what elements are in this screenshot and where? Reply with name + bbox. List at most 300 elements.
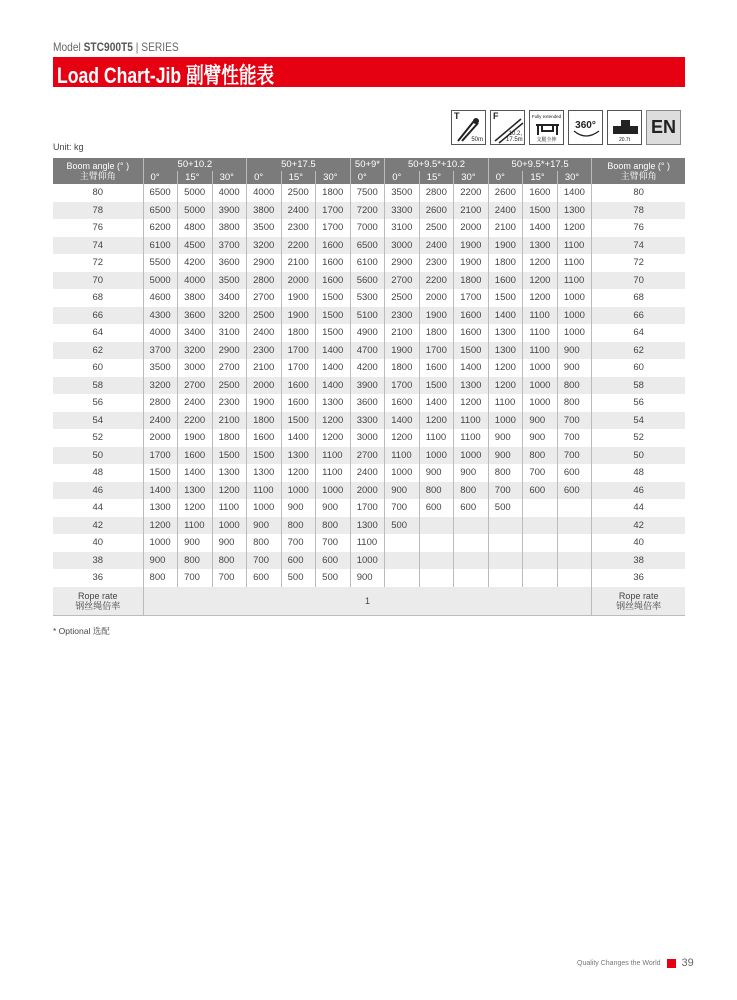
- boom-angle-cell: 46: [53, 482, 143, 500]
- load-cell: 2400: [281, 202, 316, 220]
- footer: [577, 957, 694, 969]
- load-cell: 4700: [350, 342, 385, 360]
- load-cell: 1000: [488, 412, 523, 430]
- angle-subheader: 30°: [557, 171, 592, 184]
- load-cell: 1700: [385, 377, 420, 395]
- load-cell: 1400: [523, 219, 558, 237]
- load-cell: 1200: [385, 429, 420, 447]
- load-cell: 2900: [212, 342, 247, 360]
- boom-angle-header-right: [592, 158, 685, 184]
- load-cell: 600: [523, 482, 558, 500]
- load-cell: 1100: [488, 394, 523, 412]
- model-name: STC900T5: [83, 40, 133, 54]
- load-cell: 4800: [178, 219, 213, 237]
- load-cell: 600: [419, 499, 454, 517]
- load-cell: 2500: [281, 184, 316, 202]
- boom-angle-cell-right: 50: [592, 447, 685, 465]
- load-cell: 5000: [178, 202, 213, 220]
- language-badge: EN: [646, 110, 681, 145]
- load-cell: 500: [488, 499, 523, 517]
- load-cell: 6200: [143, 219, 178, 237]
- load-cell: 3400: [212, 289, 247, 307]
- load-cell: 600: [316, 552, 351, 570]
- boom-angle-cell-right: 72: [592, 254, 685, 272]
- load-cell: 1600: [316, 237, 351, 255]
- load-cell: 1000: [281, 482, 316, 500]
- load-cell: 6500: [350, 237, 385, 255]
- group-header-row: [53, 158, 685, 171]
- table-row: [53, 272, 685, 290]
- load-cell: 1800: [281, 324, 316, 342]
- load-cell: 1600: [316, 254, 351, 272]
- load-cell: 1300: [350, 517, 385, 535]
- boom-angle-cell-right: 70: [592, 272, 685, 290]
- table-row: [53, 359, 685, 377]
- load-cell: 3000: [178, 359, 213, 377]
- load-cell: 4600: [143, 289, 178, 307]
- load-cell: 800: [557, 394, 592, 412]
- table-row: [53, 517, 685, 535]
- table-row: [53, 184, 685, 202]
- load-cell: [523, 534, 558, 552]
- boom-angle-cell: 78: [53, 202, 143, 220]
- angle-subheader: 30°: [316, 171, 351, 184]
- load-cell: 1100: [557, 254, 592, 272]
- load-cell: 1600: [419, 359, 454, 377]
- load-cell: 1200: [488, 377, 523, 395]
- load-cell: 1300: [247, 464, 282, 482]
- load-cell: 700: [557, 447, 592, 465]
- table-row: [53, 429, 685, 447]
- table-row: [53, 237, 685, 255]
- load-cell: 1200: [454, 394, 489, 412]
- load-cell: 2100: [281, 254, 316, 272]
- boom-angle-cell: 54: [53, 412, 143, 430]
- load-cell: 1600: [385, 394, 420, 412]
- model-label: Model: [53, 40, 81, 54]
- table-row: [53, 464, 685, 482]
- load-cell: 1400: [316, 377, 351, 395]
- load-cell: 1800: [247, 412, 282, 430]
- load-cell: 2300: [212, 394, 247, 412]
- load-cell: 1200: [178, 499, 213, 517]
- spec-icons: [451, 110, 681, 145]
- boom-angle-cell: 48: [92, 467, 104, 479]
- load-cell: 1700: [350, 499, 385, 517]
- load-cell: 1500: [419, 377, 454, 395]
- tower-boom-icon: [451, 110, 486, 145]
- load-cell: 3200: [212, 307, 247, 325]
- load-cell: 1100: [350, 534, 385, 552]
- load-cell: 900: [488, 429, 523, 447]
- load-cell: 2400: [247, 324, 282, 342]
- load-cell: 1300: [281, 447, 316, 465]
- icon-label: Fully extended: [531, 114, 562, 119]
- rope-rate-value: 1: [143, 587, 592, 616]
- angle-subheader: 0°: [385, 171, 420, 184]
- load-cell: 4000: [178, 272, 213, 290]
- load-cell: 2500: [212, 377, 247, 395]
- load-cell: 900: [350, 569, 385, 587]
- load-cell: 1700: [316, 219, 351, 237]
- load-cell: 1400: [316, 359, 351, 377]
- load-cell: 6500: [143, 184, 178, 202]
- load-cell: [523, 569, 558, 587]
- load-cell: 2400: [419, 237, 454, 255]
- angle-header-cn: 主臂仰角: [79, 171, 116, 181]
- load-cell: 800: [523, 447, 558, 465]
- load-cell: 2100: [454, 202, 489, 220]
- load-cell: 2400: [488, 202, 523, 220]
- load-cell: 2900: [385, 254, 420, 272]
- outrigger-icon: [529, 110, 564, 145]
- group-header: 50+9*: [350, 158, 385, 171]
- page-number: 39: [681, 957, 694, 969]
- load-cell: 4000: [143, 324, 178, 342]
- load-cell: 5000: [178, 184, 213, 202]
- boom-angle-cell: 70: [53, 272, 143, 290]
- load-cell: 800: [143, 569, 178, 587]
- boom-angle-cell-right: 46: [592, 482, 685, 500]
- load-cell: 2100: [488, 219, 523, 237]
- load-cell: 1600: [316, 272, 351, 290]
- load-cell: 7500: [350, 184, 385, 202]
- boom-angle-cell: 36: [92, 572, 104, 584]
- load-cell: 2300: [281, 219, 316, 237]
- load-cell: [488, 569, 523, 587]
- load-cell: 3500: [385, 184, 420, 202]
- load-cell: 2400: [350, 464, 385, 482]
- load-cell: 2000: [419, 289, 454, 307]
- angle-subheader: 15°: [523, 171, 558, 184]
- load-cell: [557, 534, 592, 552]
- icon-value: 支腿全伸: [536, 137, 557, 143]
- rope-rate-label: Rope rate: [78, 590, 118, 601]
- load-cell: 2800: [247, 272, 282, 290]
- load-cell: 3100: [385, 219, 420, 237]
- load-cell: [385, 569, 420, 587]
- load-cell: 1500: [143, 464, 178, 482]
- load-cell: 4000: [212, 184, 247, 202]
- model-line: [53, 40, 179, 54]
- load-cell: 1300: [488, 342, 523, 360]
- load-cell: 1500: [316, 307, 351, 325]
- jib-icon: [490, 110, 525, 145]
- load-cell: 2500: [385, 289, 420, 307]
- load-cell: 1000: [523, 359, 558, 377]
- load-cell: 1200: [523, 272, 558, 290]
- load-cell: 2000: [350, 482, 385, 500]
- load-cell: 3800: [178, 289, 213, 307]
- load-cell: 1900: [178, 429, 213, 447]
- icon-value: 10.2, 17.5m: [506, 131, 523, 143]
- load-cell: 800: [419, 482, 454, 500]
- boom-angle-cell-right: 56: [592, 394, 685, 412]
- rope-rate-row: [53, 587, 685, 616]
- title-bar: [53, 57, 685, 87]
- load-cell: 3900: [212, 202, 247, 220]
- load-cell: 500: [316, 569, 351, 587]
- load-cell: 1900: [281, 307, 316, 325]
- load-cell: 1800: [488, 254, 523, 272]
- angle-header-cn: 主臂仰角: [620, 171, 657, 181]
- load-cell: 1100: [523, 307, 558, 325]
- load-cell: 6100: [143, 237, 178, 255]
- load-cell: 2400: [178, 394, 213, 412]
- load-cell: 2200: [178, 412, 213, 430]
- load-cell: [454, 517, 489, 535]
- load-cell: 700: [316, 534, 351, 552]
- load-cell: 4900: [350, 324, 385, 342]
- load-cell: 4200: [178, 254, 213, 272]
- counterweight-icon: [607, 110, 642, 145]
- load-cell: 2800: [143, 394, 178, 412]
- load-cell: 800: [488, 464, 523, 482]
- load-cell: 2300: [247, 342, 282, 360]
- load-cell: 1900: [385, 342, 420, 360]
- load-cell: [557, 517, 592, 535]
- boom-angle-cell: 80: [92, 187, 104, 199]
- load-cell: 1100: [316, 447, 351, 465]
- boom-angle-cell-right: 64: [592, 324, 685, 342]
- boom-angle-cell-right: 54: [592, 412, 685, 430]
- group-header: 50+10.2: [143, 158, 247, 171]
- load-cell: 1400: [143, 482, 178, 500]
- load-cell: 1900: [247, 394, 282, 412]
- load-cell: 1000: [143, 534, 178, 552]
- angle-subheader: 0°: [247, 171, 282, 184]
- load-cell: 4200: [350, 359, 385, 377]
- load-cell: 6500: [143, 202, 178, 220]
- load-cell: 500: [281, 569, 316, 587]
- load-cell: 600: [557, 482, 592, 500]
- load-cell: 1200: [316, 429, 351, 447]
- load-cell: 1000: [557, 307, 592, 325]
- rope-rate-label: Rope rate: [618, 590, 659, 601]
- load-cell: 1000: [523, 394, 558, 412]
- load-cell: 1200: [212, 482, 247, 500]
- boom-angle-cell: 76: [92, 222, 104, 234]
- angle-subheader: 0°: [143, 171, 178, 184]
- icon-value: 20.7t: [618, 137, 631, 143]
- load-cell: [488, 517, 523, 535]
- load-cell: 1400: [557, 184, 592, 202]
- load-cell: 1300: [557, 202, 592, 220]
- table-row: [53, 219, 685, 237]
- load-cell: 700: [212, 569, 247, 587]
- load-cell: 900: [143, 552, 178, 570]
- load-cell: 600: [557, 464, 592, 482]
- table-row: [53, 254, 685, 272]
- brand-square-icon: [667, 959, 676, 968]
- load-cell: 3500: [143, 359, 178, 377]
- load-cell: 3200: [247, 237, 282, 255]
- load-cell: 1500: [247, 447, 282, 465]
- load-cell: 2700: [350, 447, 385, 465]
- load-cell: 1300: [143, 499, 178, 517]
- load-cell: 2700: [178, 377, 213, 395]
- load-cell: 1900: [488, 237, 523, 255]
- rotation-icon: [568, 110, 603, 145]
- boom-angle-cell-right: 80: [592, 184, 685, 202]
- load-cell: 800: [178, 552, 213, 570]
- sub-header-row: [53, 171, 685, 184]
- load-cell: 1600: [454, 324, 489, 342]
- load-cell: 2700: [385, 272, 420, 290]
- load-cell: 1100: [385, 447, 420, 465]
- rope-rate-cell-right: [592, 587, 685, 616]
- load-cell: 1000: [350, 552, 385, 570]
- load-cell: 800: [212, 552, 247, 570]
- load-cell: 900: [247, 517, 282, 535]
- load-cell: [454, 534, 489, 552]
- load-cell: [454, 569, 489, 587]
- angle-header: Boom angle (° ): [607, 161, 670, 171]
- boom-angle-cell-right: 44: [592, 499, 685, 517]
- load-cell: 1300: [316, 394, 351, 412]
- load-cell: 700: [247, 552, 282, 570]
- table-row: [53, 342, 685, 360]
- load-cell: 2000: [143, 429, 178, 447]
- table-row: [53, 289, 685, 307]
- load-cell: 3000: [385, 237, 420, 255]
- angle-subheader: 30°: [212, 171, 247, 184]
- load-cell: 1100: [316, 464, 351, 482]
- table-row: [53, 534, 685, 552]
- load-cell: 1200: [523, 254, 558, 272]
- load-cell: 900: [316, 499, 351, 517]
- load-cell: 5600: [350, 272, 385, 290]
- boom-angle-cell: 42: [53, 517, 143, 535]
- load-cell: 1000: [419, 447, 454, 465]
- load-cell: 700: [281, 534, 316, 552]
- load-cell: 3100: [212, 324, 247, 342]
- load-cell: 2000: [247, 377, 282, 395]
- load-cell: 900: [212, 534, 247, 552]
- boom-angle-cell-right: 52: [592, 429, 685, 447]
- load-cell: 1200: [143, 517, 178, 535]
- table-row: [53, 447, 685, 465]
- icon-label: T: [454, 111, 460, 121]
- load-cell: 1200: [523, 289, 558, 307]
- load-cell: 800: [454, 482, 489, 500]
- load-cell: 2800: [419, 184, 454, 202]
- group-header: 50+9.5*+17.5: [488, 158, 592, 171]
- load-cell: 900: [557, 342, 592, 360]
- load-cell: 2100: [212, 412, 247, 430]
- load-cell: [385, 552, 420, 570]
- load-cell: 2700: [247, 289, 282, 307]
- load-cell: [419, 552, 454, 570]
- load-cell: 1100: [523, 342, 558, 360]
- load-cell: 700: [557, 429, 592, 447]
- load-cell: [523, 499, 558, 517]
- load-cell: 1100: [419, 429, 454, 447]
- load-cell: 1500: [316, 324, 351, 342]
- angle-header: Boom angle (° ): [66, 161, 130, 171]
- boom-angle-cell: 72: [92, 257, 104, 269]
- boom-angle-cell: 56: [92, 397, 104, 409]
- boom-angle-cell-right: 42: [592, 517, 685, 535]
- load-cell: 2200: [454, 184, 489, 202]
- load-cell: 3800: [247, 202, 282, 220]
- load-cell: 500: [385, 517, 420, 535]
- optional-note: * Optional 选配: [53, 626, 110, 636]
- load-cell: 1400: [454, 359, 489, 377]
- load-cell: 1000: [316, 482, 351, 500]
- load-cell: 3900: [350, 377, 385, 395]
- boom-angle-cell: 74: [53, 237, 143, 255]
- boom-angle-cell-right: 40: [592, 534, 685, 552]
- angle-subheader: 0°: [488, 171, 523, 184]
- load-cell: 1300: [488, 324, 523, 342]
- icon-label: F: [493, 111, 499, 121]
- boom-angle-cell: 64: [92, 327, 104, 339]
- load-cell: [557, 552, 592, 570]
- load-cell: 1000: [385, 464, 420, 482]
- boom-angle-cell: 50: [53, 447, 143, 465]
- load-cell: 5500: [143, 254, 178, 272]
- angle-subheader: 15°: [419, 171, 454, 184]
- load-cell: 3600: [212, 254, 247, 272]
- load-cell: 1400: [281, 429, 316, 447]
- table-row: [53, 307, 685, 325]
- load-cell: 1000: [557, 289, 592, 307]
- load-cell: 1200: [281, 464, 316, 482]
- load-cell: 1500: [454, 342, 489, 360]
- table-row: [53, 482, 685, 500]
- boom-angle-cell: 66: [53, 307, 143, 325]
- load-cell: 3800: [212, 219, 247, 237]
- rope-rate-label-cn: 钢丝绳倍率: [616, 600, 662, 611]
- load-cell: [419, 517, 454, 535]
- load-cell: 800: [281, 517, 316, 535]
- load-cell: 1800: [385, 359, 420, 377]
- load-cell: 2600: [488, 184, 523, 202]
- table-row: [53, 412, 685, 430]
- load-cell: 2100: [247, 359, 282, 377]
- load-cell: 1700: [419, 342, 454, 360]
- load-cell: 1300: [523, 237, 558, 255]
- load-cell: 1600: [523, 184, 558, 202]
- boom-angle-cell-right: 60: [592, 359, 685, 377]
- load-cell: 1200: [316, 412, 351, 430]
- load-cell: 1700: [454, 289, 489, 307]
- table-row: [53, 202, 685, 220]
- rope-rate-label-cn: 钢丝绳倍率: [75, 600, 121, 611]
- load-cell: 900: [557, 359, 592, 377]
- load-cell: 700: [488, 482, 523, 500]
- load-cell: 2900: [247, 254, 282, 272]
- load-cell: 900: [523, 429, 558, 447]
- load-cell: 2500: [247, 307, 282, 325]
- load-cell: 900: [385, 482, 420, 500]
- load-cell: [385, 534, 420, 552]
- series-label: | SERIES: [135, 40, 179, 54]
- load-cell: 1700: [281, 342, 316, 360]
- load-cell: 700: [385, 499, 420, 517]
- boom-angle-cell-right: 68: [592, 289, 685, 307]
- load-cell: 3600: [178, 307, 213, 325]
- load-cell: 600: [281, 552, 316, 570]
- boom-angle-cell-right: 38: [592, 552, 685, 570]
- load-cell: 1800: [316, 184, 351, 202]
- load-cell: 1000: [557, 324, 592, 342]
- load-cell: 3400: [178, 324, 213, 342]
- load-cell: [488, 534, 523, 552]
- load-cell: 1600: [178, 447, 213, 465]
- load-cell: 1600: [488, 272, 523, 290]
